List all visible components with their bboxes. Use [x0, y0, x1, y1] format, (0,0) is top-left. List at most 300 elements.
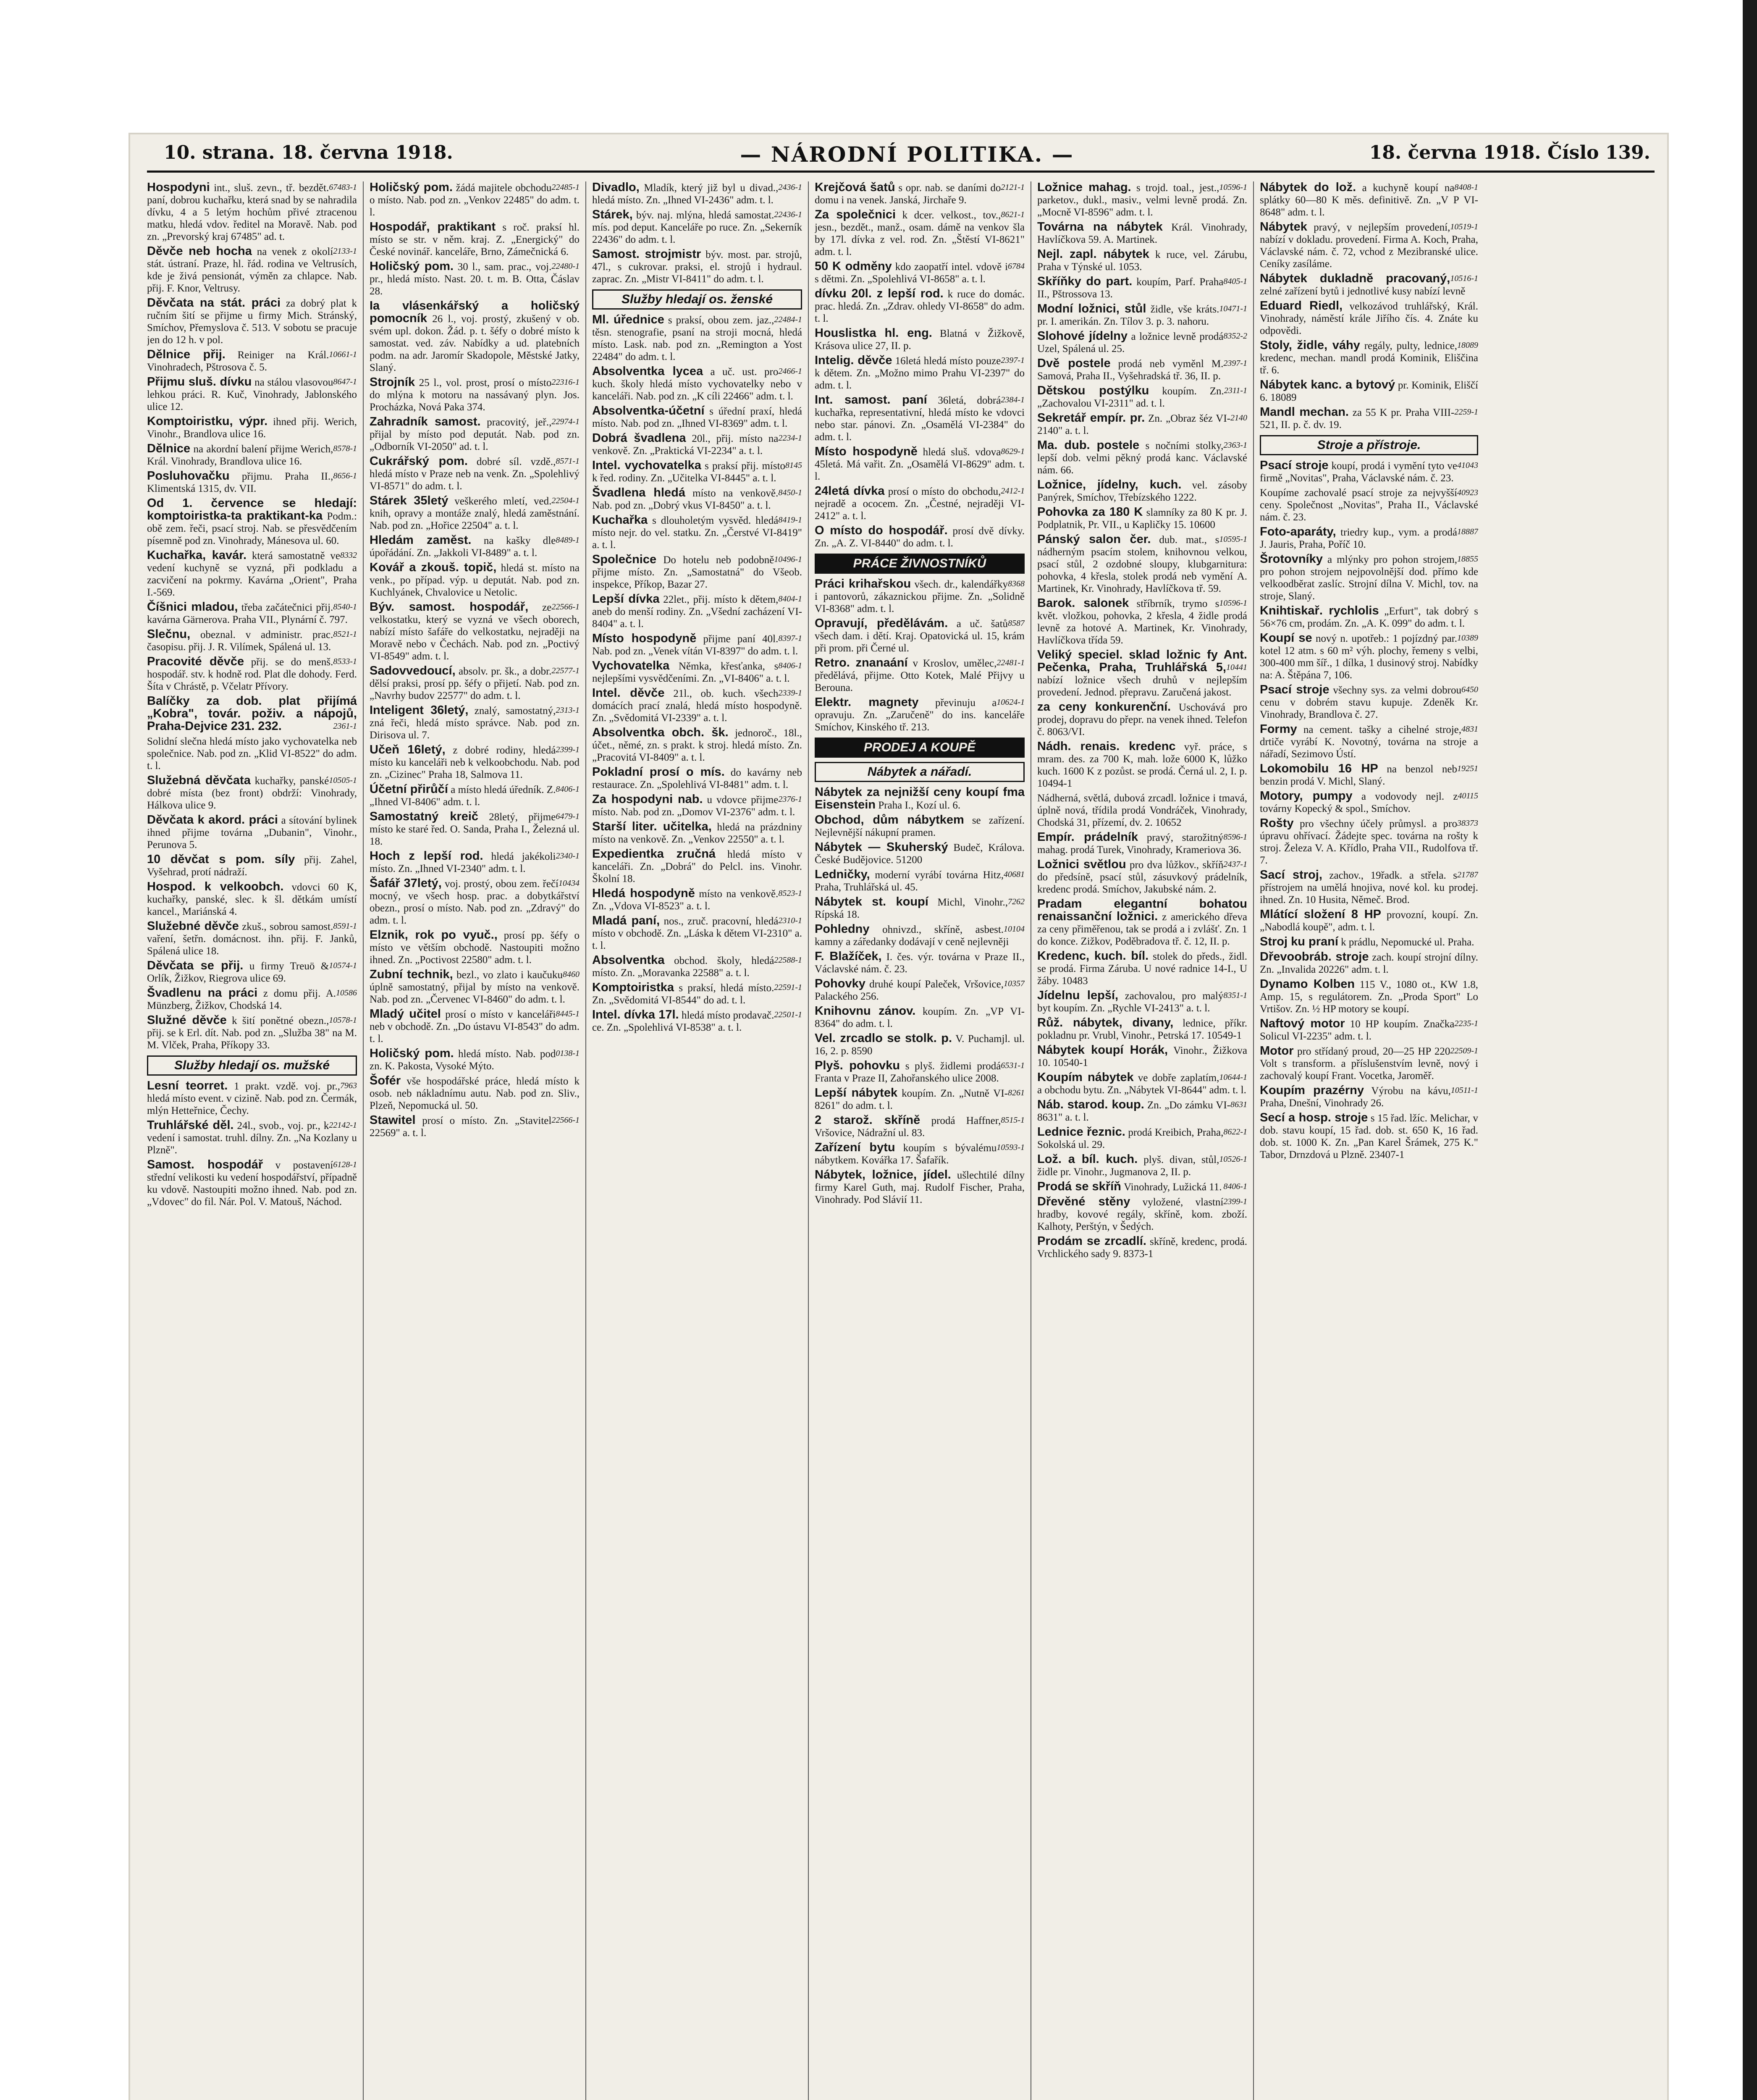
ad-code: 8540-1 [333, 602, 357, 612]
ad-heading: Inteligent 36letý, [370, 704, 469, 717]
ad-heading: Balíčky za dob. plat přijímá „Kobra", továr. poživ. a nápojů, Praha-Dejvice 231. 232. [147, 694, 357, 733]
classified-ad [147, 881, 357, 918]
ad-text: ze velkostatku, který se vyzná ve všech oborech, nabízí místo šafáře do velkostatku, nejraději na Moravě nebo v Čechách. Nab. pod zn. „Poctivý VI-8549" adm. t. l. [370, 602, 580, 662]
ad-text: Král. Vinohrady, Havlíčkova 59. A. Martinek. [1037, 222, 1247, 245]
ad-heading: Dětskou postýlku [1037, 384, 1149, 397]
newspaper-page [130, 134, 1667, 2100]
ad-text: ihned přij. Werich, Vinohr., Brandlova ulice 16. [147, 416, 357, 440]
classified-ad [592, 365, 802, 402]
ad-code: 8450-1 [778, 488, 802, 497]
ad-text: na cement. tašky a cihelné stroje, drtiče vyrábí K. Novotný, továrna na stroje a nářadí, Sezimovo Ústí. [1260, 724, 1478, 760]
classified-ad [592, 954, 802, 979]
ad-heading: Skříňky do part. [1037, 275, 1133, 288]
ad-code: 2412-1 [1001, 486, 1025, 496]
classified-ad [147, 920, 357, 957]
ad-heading: Býv. samost. hospodář, [370, 600, 529, 614]
classified-ad [592, 821, 802, 845]
ad-code: 8404-1 [778, 594, 802, 604]
ad-text: pro dva lůžkov., skříň do předsíně, psací stůl, zásuvkový prádelník, kredenc prodá. Smíchov, Jakubské nám. 2. [1037, 859, 1247, 895]
ad-heading: Služné děvče [147, 1013, 227, 1027]
ad-text: přijmu. Praha II., Klimentská 1315, dv. VII. [147, 471, 333, 494]
classified-ad [815, 1142, 1025, 1166]
ad-heading: Barok. salonek [1037, 596, 1129, 610]
ad-text: stříbrník, trymo s květ. vložkou, pohovka, 2 křesla, 4 židle prodá levně za hotové A. Martinek, Kr. Vinohrady, Havlíčkova třída 59. [1037, 598, 1247, 646]
ad-text: zkuš., sobrou samost. vaření, šetřn. domácnost. ihn. přij. F. Janků, Spálená ulice 18. [147, 921, 357, 957]
classified-ad [815, 181, 1025, 206]
classified-ad [1037, 649, 1247, 698]
ad-heading: Slečnu, [147, 627, 191, 641]
ad-text: s plyš. židlemi prodá Franta v Praze II, Zahořanského ulice 2008. [815, 1060, 1001, 1084]
classified-ad [147, 1119, 357, 1156]
classified-ad [815, 869, 1025, 893]
ad-heading: Služebná děvčata [147, 774, 251, 787]
column-3 [592, 181, 802, 2100]
classified-ad [1037, 1153, 1247, 1178]
classified-ad [815, 394, 1025, 443]
ad-code: 22484-1 [774, 315, 802, 324]
ad-code: 2397-1 [1001, 356, 1025, 365]
ad-text: Budeč, Králova. České Budějovice. 51200 [815, 842, 1025, 866]
classified-ad [1037, 412, 1247, 437]
ad-code: 10624-1 [997, 698, 1025, 707]
ad-text: 22let., přij. místo k dětem, aneb do menší rodiny. Zn. „Všední zacházení VI-8404" a. t. l. [592, 594, 802, 630]
classified-ad [147, 814, 357, 851]
ad-heading: Plyš. pohovku [815, 1059, 900, 1072]
ad-heading: Vel. zrcadlo se stolk. p. [815, 1032, 952, 1045]
ad-text: Reiniger na Král. Vinohradech, Pštrosova č. 5. [147, 349, 329, 373]
classified-ad [370, 744, 580, 781]
classified-ad [592, 487, 802, 512]
classified-ad [147, 443, 357, 467]
ad-text: v Kroslov, umělec, předělává, přijme. Otto Kotek, Malé Přijvy u Berouna. [815, 658, 1025, 693]
classified-ad [1260, 406, 1478, 431]
classified-ad [147, 349, 357, 373]
ad-code: 22316-1 [551, 378, 580, 387]
ad-heading: Šofér [370, 1074, 401, 1087]
ad-code: 8405-1 [1223, 277, 1247, 286]
ad-text: přijme paní 40l. Nab. pod zn. „Venek vítán VI-8397" do adm. t. l. [592, 633, 798, 657]
ad-text: Vinohrady, Lužická 11. [1124, 1181, 1222, 1193]
ad-code: 67483-1 [329, 183, 357, 192]
classified-ad [592, 514, 802, 551]
ad-heading: Pohovky [815, 977, 865, 990]
section-banner: Služby hledají os. ženské [592, 289, 802, 310]
classified-ad [1260, 790, 1478, 815]
ad-text: 16letá hledá místo pouze k dětem. Zn. „Možno mimo Prahu VI-2397" do adm. t. l. [815, 355, 1025, 391]
ad-heading: Foto-aparáty, [1260, 525, 1336, 538]
ad-text: lednice, příkr. pokladnu pr. Vrubl, Vinohr., Petrská 17. 10549-1 [1037, 1018, 1247, 1041]
classified-ad [1037, 181, 1247, 218]
classified-ad [1260, 936, 1478, 948]
ad-heading: Elektr. magnety [815, 696, 919, 709]
ad-text: bezl., vo zlato i kaučuku úplně samostatný, přijal by místo na venkově. Nab. pod zn. „Červenec VI-8460" do adm. t. l. [370, 969, 580, 1005]
ad-heading: Divadlo, [592, 181, 640, 194]
classified-ad [592, 554, 802, 591]
ad-text: prosí o místo do obchodu, nejradě a ococem. Zn. „Čestné, nejraději VI-2412" a. t. l. [815, 486, 1025, 522]
ad-code: 6450 [1461, 685, 1478, 694]
classified-ad [1260, 526, 1478, 551]
classified-ad [592, 982, 802, 1006]
ad-code: 22566-1 [551, 602, 580, 612]
classified-ad [370, 376, 580, 413]
classified-ad [815, 657, 1025, 694]
ad-heading: Motor [1260, 1044, 1294, 1058]
ad-text: a kuchyně koupí na splátky 60—80 K měs. definitivě. Zn. „V P VI-8648" adm. t. l. [1260, 182, 1478, 218]
ad-code: 2436-1 [778, 183, 802, 192]
ad-heading: Švadlenu na práci [147, 986, 258, 1000]
classified-ad [592, 181, 802, 206]
classified-ad [1260, 181, 1478, 218]
ad-heading: Místo hospodyně [592, 632, 697, 645]
ad-text: Němka, křesťanka, s nejlepšími vysvědčeními. Zn. „VI-8406" a. t. l. [592, 661, 790, 684]
ad-code: 8515-1 [1001, 1116, 1025, 1125]
classified-ad [815, 1032, 1025, 1057]
ad-heading: Nábytek do lož. [1260, 181, 1356, 194]
classified-ad [1037, 221, 1247, 246]
ad-text: prosí pp. šéfy o místo ve větším obchodě. Nastoupiti možno ihned. Zn. „Poctivost 22580" adm. t. l. [370, 930, 580, 966]
ad-heading: Kredenc, kuch. bíl. [1037, 949, 1149, 963]
ad-text: pravý, v nejlepším provedení, nabízí v dokladu. provedení. Firma A. Koch, Praha, Václavské nám. č. 72, vchod z Mezibranské ulice. Ceníky zasíláme. [1260, 222, 1478, 270]
ad-code: 8489-1 [556, 536, 580, 545]
ad-heading: Stoly, židle, váhy [1260, 339, 1360, 352]
ad-text: Uschovává pro prodej, dopravu do přepr. na venek ihned. Telefon č. 8063/VI. [1037, 702, 1247, 738]
ad-heading: Formy [1260, 722, 1297, 736]
ad-text: obchod. školy, hledá místo. Zn. „Moravanka 22588" a. t. l. [592, 955, 774, 979]
ad-text: s 15 řad. lžíc. Melichar, v dob. stavu koupí, 15 řad. dob. st. 650 K, 16 řad. dob. st. 1000 K. Zn. „Pan Karel Šrámek, 275 K." Tabor, Drnzdová u Plzně. 23407-1 [1260, 1113, 1478, 1160]
ad-code: 2235-1 [1454, 1019, 1478, 1028]
ad-code: 41043 [1457, 461, 1478, 470]
ad-heading: Ložnice, jídelny, kuch. [1037, 478, 1182, 491]
ad-heading: Psací stroje [1260, 459, 1329, 472]
ad-text: a uč. šatů všech dam. i dětí. Kraj. Opatovická ul. 15, krám při prom. při Černé ul. [815, 618, 1025, 654]
ad-heading: Zahradník samost. [370, 415, 481, 428]
ad-text: Blatná v Žižkově, Krásova ulice 27, II. p. [815, 328, 1025, 352]
ad-text: na kašky dle úpořádání. Zn. „Jakkoli VI-8489" a. t. l. [370, 535, 556, 559]
ad-heading: Ložnici světlou [1037, 858, 1126, 871]
classified-ad [370, 181, 580, 218]
ad-text: s praksí přij. místo k řed. rodiny. Zn. „Učitelka VI-8445" a. t. l. [592, 460, 786, 484]
classified-ad [1037, 506, 1247, 531]
ad-heading: Náb. starod. koup. [1037, 1098, 1144, 1111]
ad-code: 8521-1 [333, 630, 357, 639]
section-banner: PRODEJ A KOUPĚ [815, 738, 1025, 758]
ad-heading: Pohledny [815, 922, 870, 936]
ad-text: s roč. praksí hl. místo se str. v něm. kraj. Z. „Energický" do České novinář. kanceláře, Brno, Zámečnická 6. [370, 222, 580, 257]
ad-text: na benzol neb benzin prodá V. Michl, Slaný. [1260, 764, 1457, 787]
ad-text: u vdovce přijme místo. Nab. pod zn. „Domov VI-2376" adm. t. l. [592, 794, 795, 818]
ad-heading: Hoch z lepší rod. [370, 849, 483, 863]
page-header [164, 142, 1650, 169]
classified-ad [592, 687, 802, 724]
classified-ad [592, 793, 802, 818]
classified-ad [592, 459, 802, 484]
ad-code: 8352-2 [1223, 331, 1247, 341]
ad-text: prosí o místo. Zn. „Stavitel 22569" a. t. l. [370, 1115, 552, 1139]
ad-text: vše hospodářské práce, hledá místo k osob. neb nákladnímu autu. Nab. pod zn. Sliv., Plzeň, Nepomucká ul. 50. [370, 1076, 580, 1111]
ad-heading: Práci krihařskou [815, 577, 911, 591]
ad-heading: Hospodář, praktikant [370, 220, 496, 234]
ad-text: s opr. nab. se daními do domu i na venek. Janská, Jirchaře 9. [815, 182, 1001, 206]
ad-code: 2399-1 [1223, 1197, 1247, 1206]
ad-code: 8533-1 [333, 657, 357, 666]
ad-text: zelné zařízení bytů i jednotlivé kusy nabízí levně [1260, 286, 1466, 297]
ad-text: nabízí ložnice všech druhů v nejlepším provedení. Jednod. přepravu. Zaručená jakost. [1037, 675, 1247, 698]
ad-heading: Motory, pumpy [1260, 789, 1353, 803]
ad-text: do kavárny neb restaurace. Zn. „Spolehlivá VI-8481" adm. t. l. [592, 767, 802, 790]
classified-ad [1037, 479, 1247, 504]
classified-ad [1037, 1044, 1247, 1069]
ad-text: Zn. „Obraz šéz VI-2140" a. t. l. [1037, 413, 1230, 436]
ad-heading: Psací stroje [1260, 683, 1330, 696]
ad-text: za 55 K pr. Praha VIII-521, II. p. č. dv. 19. [1260, 407, 1455, 430]
classified-ad [1037, 1017, 1247, 1042]
column-divider [363, 181, 364, 2100]
ad-heading: Nábytek — Skuherský [815, 840, 948, 854]
ad-text: a sítování bylinek ihned přijme továrna „Dubanin", Vinohr., Perunova 5. [147, 815, 357, 850]
ad-heading: Děvčata se přij. [147, 959, 244, 972]
classified-ad [592, 633, 802, 657]
ad-code: 10574-1 [329, 961, 357, 970]
classified-ad [1260, 487, 1478, 523]
ad-text: plyš. divan, stůl, židle pr. Vinohr., Jugmanova 2, II. p. [1037, 1154, 1219, 1178]
classified-ad [1260, 300, 1478, 337]
classified-ad [370, 1114, 580, 1139]
ad-code: 38373 [1457, 819, 1478, 828]
classified-ad [1260, 273, 1478, 297]
ad-code: 22509-1 [1450, 1046, 1478, 1055]
ad-heading: 2 starož. skříně [815, 1113, 920, 1127]
ad-code: 8408-1 [1454, 183, 1478, 192]
classified-ad [815, 617, 1025, 654]
ad-heading: Jídelnu lepší, [1037, 989, 1119, 1002]
classified-ad [815, 950, 1025, 975]
ad-heading: Hospod. k velkoobch. [147, 880, 284, 893]
ad-text: 21l., ob. kuch. všech domácích prací znalá, hledá místo hospodyně. Zn. „Svědomitá VI-2339" a. t. l. [592, 688, 802, 724]
classified-ad [1260, 817, 1478, 866]
ad-text: Praha I., Kozí ul. 6. [878, 800, 961, 811]
classified-ad [815, 1087, 1025, 1112]
ad-heading: Přijmu sluš. dívku [147, 375, 252, 388]
classified-ad [1037, 1126, 1247, 1151]
classified-ad [147, 987, 357, 1012]
classified-ad [1037, 740, 1247, 790]
column-1 [147, 181, 357, 2100]
ad-heading: Koupím prazérny [1260, 1084, 1364, 1097]
ad-text: jednoroč., 18l., účet., němé, zn. s prakt. k stroj. hledá místo. Zn. „Pracovitá VI-8409" a. t. l. [592, 727, 802, 763]
classified-ad [1260, 978, 1478, 1015]
ad-heading: Lokomobilu 16 HP [1260, 762, 1378, 775]
ad-text: a místo hledá úředník. Z. „Ihned VI-8406" adm. t. l. [370, 784, 556, 808]
classified-ad [1037, 990, 1247, 1014]
column-2 [370, 181, 580, 2100]
ad-heading: Veliký speciel. sklad ložnic fy Ant. Pečenka, Praha, Truhlářská 5, [1037, 648, 1247, 674]
ad-heading: 50 K odměny [815, 260, 892, 273]
ad-code: 8445-1 [556, 1009, 580, 1018]
ad-heading: Nábytek [1260, 220, 1307, 234]
classified-ad [815, 525, 1025, 549]
ad-code: 10644-1 [1219, 1073, 1247, 1082]
ad-heading: Lepší dívka [592, 592, 660, 606]
ad-code: 2133-1 [333, 247, 357, 256]
ad-text: místo na venkově. Zn. „Vdova VI-8523" a. t. l. [592, 888, 779, 912]
ad-text: Michl, Vinohr., Rípská 18. [815, 897, 1008, 920]
ad-code: 6479-1 [556, 812, 580, 821]
ad-text: prodá Haffner, Vršovice, Nádražní ul. 83. [815, 1115, 1001, 1139]
ad-text: s praksí, hledá místo. Zn. „Svědomitá VI-8544" do ad. t. l. [592, 982, 774, 1006]
ad-text: Podm.: obě zem. řeči, psací stroj. Nab. se přesvědčením písemně pod zn. Vinohrady, Mánesova ul. 60. [147, 511, 357, 546]
ad-code: 6784 [1008, 262, 1025, 271]
classified-ad [1260, 1084, 1478, 1109]
ad-text: s praksí, obou zem. jaz., těsn. stenografie, psaní na stroji mocná, hledá místo. Lask. nab. pod zn. „Remington a Yost 22484" do adm. t. l. [592, 315, 802, 362]
ad-heading: Dobrá švadlena [592, 431, 686, 445]
ad-code: 8622-1 [1223, 1127, 1247, 1137]
classified-ad [1037, 950, 1247, 987]
ad-text: provozní, koupí. Zn. „Nabodlá koupě", adm. t. l. [1260, 909, 1478, 933]
ad-heading: Absolventka lycea [592, 365, 703, 378]
ad-heading: Holičský pom. [370, 260, 454, 273]
ad-text: židle, vše kráts. pr. I. amerikán. Zn. Tílov 3. p. 3. nahoru. [1037, 304, 1219, 327]
ad-heading: Pokladní prosí o mís. [592, 765, 725, 779]
ad-heading: Ma. dub. postele [1037, 438, 1140, 452]
classified-ad [1260, 951, 1478, 976]
ad-heading: Nábytek kanc. a bytový [1260, 378, 1395, 391]
ad-text: na stálou vlasovou lehkou práci. R. Kuč, Vinohrady, Jablonského ulice 12. [147, 377, 357, 412]
ad-heading: Samostatný kreič [370, 810, 479, 823]
ad-heading: 24letá dívka [815, 484, 885, 498]
column-4 [815, 181, 1025, 2100]
ad-code: 10596-1 [1219, 183, 1247, 192]
classified-ad [1260, 632, 1478, 681]
ad-text: hledá jakékoli místo. Zn. „Ihned VI-2340" adm. t. l. [370, 851, 556, 874]
ad-text: převinuju a opravuju. Zn. „Zaručeně" do ins. kanceláře Smíchov, Kinského tř. 213. [815, 697, 1025, 733]
ad-heading: Kovář a zkouš. topič, [370, 561, 497, 574]
classified-ad [1037, 701, 1247, 738]
ad-heading: Komptoiristka [592, 981, 674, 994]
ad-code: 10511-1 [1450, 1086, 1478, 1095]
ad-heading: Hospodyni [147, 181, 210, 194]
ad-heading: Knihovnu zánov. [815, 1004, 916, 1018]
ad-code: 8631 [1230, 1100, 1247, 1109]
ad-heading: Mandl mechan. [1260, 405, 1349, 419]
ad-text: k ruce, vel. Zárubu, Praha v Týnské ul. 1053. [1037, 249, 1247, 273]
classified-ad [370, 416, 580, 453]
ad-heading: Elznik, rok po vyuč., [370, 928, 498, 942]
ad-code: 2399-1 [556, 745, 580, 754]
section-banner: Služby hledají os. mužské [147, 1055, 357, 1076]
ad-heading: Zubní technik, [370, 968, 453, 981]
ad-code: 10441 [1226, 663, 1247, 672]
ad-heading: Účetní přirůčí [370, 782, 448, 796]
classified-ad [1037, 357, 1247, 382]
scan-edge [1743, 0, 1757, 2100]
ad-code: 8406-1 [1223, 1182, 1247, 1191]
ad-code: 10595-1 [1219, 535, 1247, 544]
ad-code: 8406-1 [778, 661, 802, 670]
ad-heading: Intelig. děvče [815, 354, 892, 367]
ad-heading: Děvče neb hocha [147, 244, 252, 258]
ad-text: Mladík, který již byl u divad., hledá místo. Zn. „Ihned VI-2436" adm. t. l. [592, 182, 779, 206]
classified-ad [370, 811, 580, 848]
classified-ad [1037, 303, 1247, 328]
ad-text: regály, pulty, lednice, kredenc, mechan. mandl prodá Kominik, Eliščina tř. 6. [1260, 340, 1478, 376]
ad-code: 22142-1 [329, 1121, 357, 1130]
ad-code: 8629-1 [1001, 447, 1025, 456]
column-divider [808, 181, 809, 2100]
classified-ad [592, 432, 802, 457]
ad-heading: Vychovatelka [592, 659, 670, 672]
classified-ad [1037, 1181, 1247, 1193]
ad-code: 2121-1 [1001, 183, 1025, 192]
classified-ad [370, 877, 580, 927]
ad-heading: Dynamo Kolben [1260, 977, 1355, 991]
ad-text: ušlechtilé dílny firmy Karel Guth, maj. Rudolf Fischer, Praha, Vinohrady. Pod Slávií 11. [815, 1170, 1025, 1205]
ad-text: V. Puchamjl. ul. 16, 2. p. 8590 [815, 1033, 1025, 1057]
ad-text: nový n. upotřeb.: 1 pojízdný par. kotel 12 atm. s 60 m² výh. plochy, řemeny s velbi, 300-400 mm šíř., 1 dílka, 1 dusinový stroj. Nabídky na: A. Štěpána 7, 106. [1260, 633, 1478, 681]
column-divider [1253, 181, 1254, 2100]
ad-text: zach. koupí strojní dílny. Zn. „Invalida 20226" adm. t. l. [1260, 952, 1478, 975]
ad-text: slamníky za 80 K pr. J. Podplatnik, Pr. VII., u Kapličky 15. 10600 [1037, 507, 1247, 530]
ad-heading: Společnice [592, 553, 657, 566]
ad-code: 22974-1 [551, 417, 580, 426]
classified-ad [815, 1060, 1025, 1084]
classified-ad [1260, 1112, 1478, 1161]
ad-text: 25 l., vol. prost, prosí o místo do mlýna k motoru na nassávaný plyn. Jos. Procházka, Nová Paka 374. [370, 377, 580, 413]
classified-ad [1260, 221, 1478, 270]
ad-text: s úřední praxí, hledá místo. Nab. pod zn. „Ihned VI-8369" adm. t. l. [592, 406, 802, 429]
ad-code: 10661-1 [329, 350, 357, 359]
ad-text: koupím. Zn. „Nutně VI-8261" do adm. t. l. [815, 1088, 1008, 1111]
ad-heading: Intel. děvče [592, 686, 665, 700]
ad-heading: Stárek, [592, 208, 633, 221]
classified-ad [147, 774, 357, 811]
classified-ad [370, 850, 580, 875]
classified-ad [1260, 869, 1478, 906]
ad-text: z amerického dřeva za ceny přiměřenou, tak se prodá a i zvlášť. Zn. 1 do konce. Zižkov, Poděbradova tř. č. 12, II. p. [1037, 911, 1247, 947]
ad-heading: Absolventka obch. šk. [592, 726, 729, 739]
ad-text: pr. Kominik, Eliščí 6. 18089 [1260, 380, 1478, 403]
ad-text: koupím s bývalému nábytkem. Kovářka 17. Šafařík. [815, 1142, 997, 1166]
classified-ad [370, 1047, 580, 1072]
ad-heading: Pánský salon čer. [1037, 533, 1151, 546]
classified-ad [147, 853, 357, 878]
ad-text: hledá místo. Nab. pod zn. K. Pakosta, Vysoké Mýto. [370, 1048, 556, 1072]
ad-code: 2384-1 [1001, 395, 1025, 404]
classified-ad [147, 376, 357, 413]
ad-heading: Mladý učitel [370, 1007, 441, 1021]
ad-heading: Posluhovačku [147, 469, 230, 483]
ad-heading: Za společnici [815, 208, 896, 221]
classified-ad [815, 896, 1025, 921]
section-banner: Stroje a přístroje. [1260, 435, 1478, 455]
ad-heading: Obchod, dům nábytkem [815, 813, 964, 827]
ad-text: skříně, kredenc, prodá. Vrchlického sady 9. 8373-1 [1037, 1236, 1247, 1260]
ad-text: hledá místo prodavač. ce. Zn. „Spolehlivá VI-8538" a. t. l. [592, 1010, 774, 1033]
classified-ad [147, 601, 357, 626]
ad-code: 2339-1 [778, 688, 802, 698]
classified-ad [815, 446, 1025, 483]
classified-ad [1260, 763, 1478, 788]
ad-heading: Absolventka-účetní [592, 404, 705, 417]
ad-code: 10593-1 [997, 1143, 1025, 1152]
ad-text: býv. naj. mlýna, hledá samostat. mís. pod deput. Kanceláře po ruce. Zn. „Sekerník 22436" do adm. t. l. [592, 210, 802, 245]
ad-heading: Cukrářský pom. [370, 454, 468, 468]
ad-heading: Nábytek st. koupí [815, 895, 928, 908]
ad-text: hledá místo v kanceláři. Zn. „Dobrá" do Pelcl. ins. Vinohr. Školní 18. [592, 849, 802, 885]
classified-ad [592, 660, 802, 685]
classified-ad [147, 415, 357, 440]
classified-ad [815, 978, 1025, 1003]
ad-code: 40115 [1458, 791, 1478, 801]
